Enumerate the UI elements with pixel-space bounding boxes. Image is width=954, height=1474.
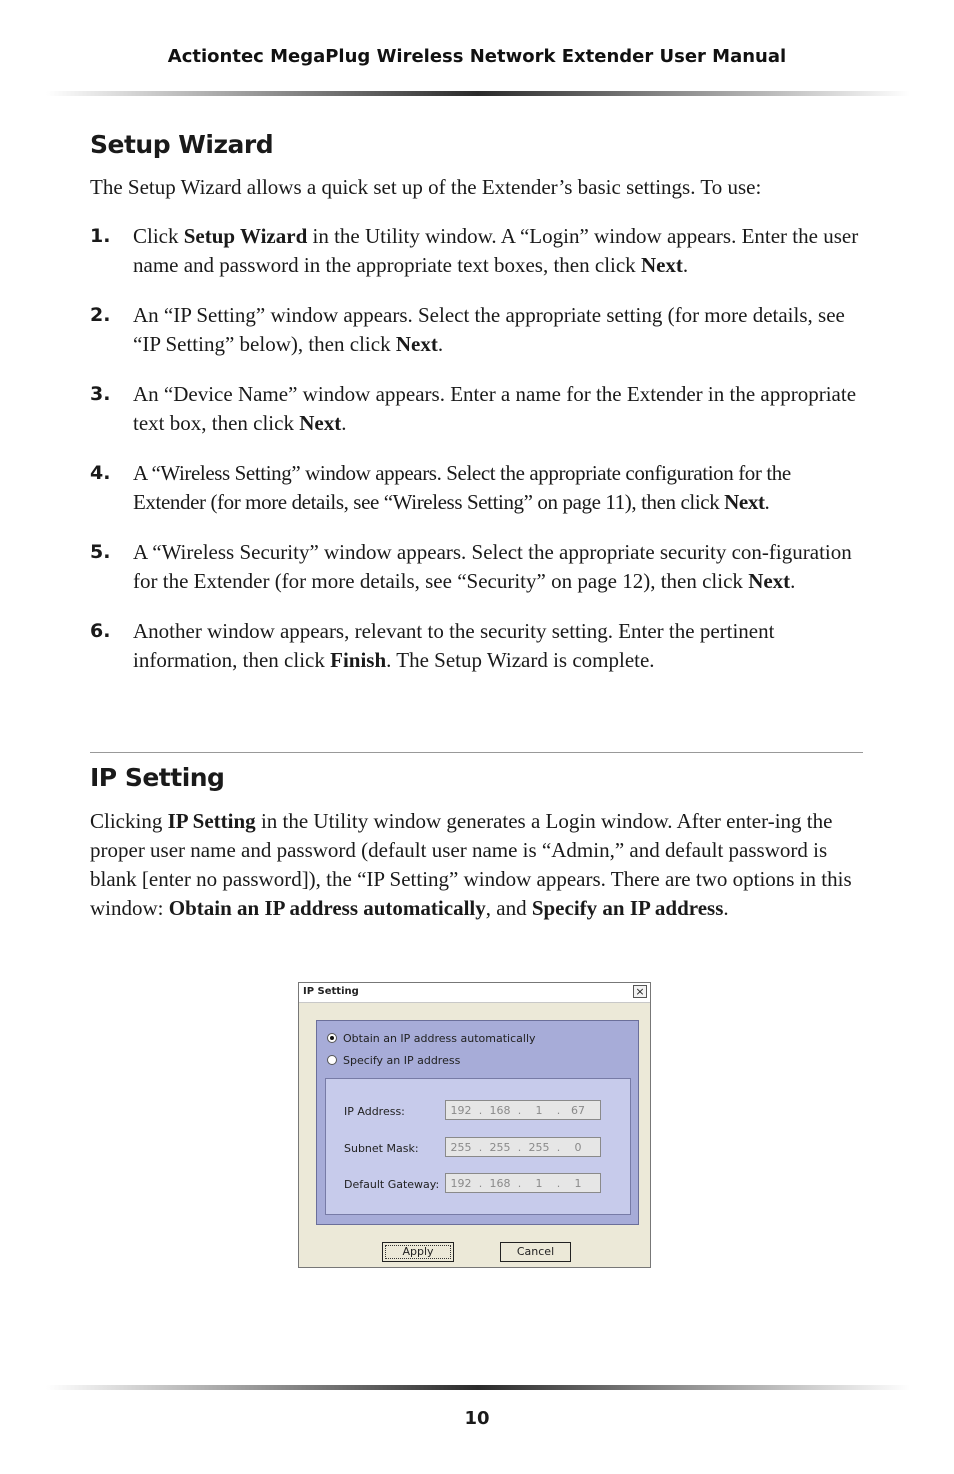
- cancel-button[interactable]: Cancel: [500, 1242, 571, 1262]
- step-5: 5. A “Wireless Security” window appears. Select the appropriate security con-figuration for the Extender (for more details, see “Security” on page 12), then click Next.: [90, 540, 852, 593]
- ip-setting-paragraph: Clicking IP Setting in the Utility window generates a Login window. After enter-ing the proper user name and password (default user name is “Admin,” and default password is blank [enter no password]), the “IP Setting” window appears. There are two options in this window: Obtain an IP address automatically, and Specify an IP address.: [90, 809, 852, 920]
- step-4: 4. A “Wireless Setting” window appears. Select the appropriate configuration for the Extender (for more details, see “Wireless Setting” on page 11), then click Next.: [90, 461, 791, 514]
- step-1: 1. Click Setup Wizard in the Utility window. A “Login” window appears. Enter the user name and password in the appropriate text boxes, then click Next.: [90, 224, 859, 277]
- setup-wizard-steps: [90, 222, 864, 675]
- running-header: Actiontec MegaPlug Wireless Network Extender User Manual: [167, 46, 787, 67]
- option-obtain-automatically[interactable]: [327, 1031, 536, 1045]
- setup-wizard-intro: The Setup Wizard allows a quick set up of the Extender’s basic settings. To use:: [90, 175, 762, 199]
- page-number: 10: [464, 1408, 490, 1429]
- ip-fields-group: [325, 1078, 631, 1215]
- option-obtain-automatically-label: Obtain an IP address automatically: [343, 1031, 536, 1045]
- default-gateway-label: Default Gateway:: [344, 1178, 440, 1191]
- ip-options-panel: [316, 1020, 639, 1225]
- option-specify-ip[interactable]: [327, 1053, 460, 1067]
- setup-wizard-heading: Setup Wizard: [90, 130, 274, 159]
- subnet-mask-input[interactable]: 255 . 255 . 255 . 0: [445, 1137, 601, 1157]
- section-divider: [90, 752, 863, 753]
- option-specify-ip-label: Specify an IP address: [343, 1053, 461, 1067]
- close-icon[interactable]: ×: [633, 985, 647, 998]
- radio-obtain-automatically[interactable]: [327, 1033, 337, 1043]
- ip-setting-heading: IP Setting: [90, 763, 225, 792]
- header-rule: [46, 91, 910, 96]
- radio-specify-ip[interactable]: [327, 1055, 337, 1065]
- step-2: 2. An “IP Setting” window appears. Select the appropriate setting (for more details, see “IP Setting” below), then click Next.: [90, 303, 845, 356]
- ip-setting-section: [90, 763, 864, 923]
- dialog-title: IP Setting: [303, 986, 359, 997]
- dialog-titlebar: [299, 983, 650, 1003]
- step-3: 3. An “Device Name” window appears. Enter a name for the Extender in the appropriate text box, then click Next.: [90, 382, 857, 435]
- default-gateway-input[interactable]: 192 . 168 . 1 . 1: [445, 1173, 601, 1193]
- ip-address-input[interactable]: 192 . 168 . 1 . 67: [445, 1100, 601, 1120]
- apply-button[interactable]: Apply: [382, 1242, 454, 1262]
- footer-rule: [46, 1385, 910, 1390]
- subnet-mask-label: Subnet Mask:: [344, 1142, 419, 1155]
- step-6: 6. Another window appears, relevant to the security setting. Enter the pertinent information, then click Finish. The Setup Wizard is complete.: [90, 619, 775, 672]
- setup-wizard-section: [90, 130, 864, 696]
- ip-address-label: IP Address:: [344, 1105, 405, 1118]
- ip-setting-dialog: [298, 982, 651, 1268]
